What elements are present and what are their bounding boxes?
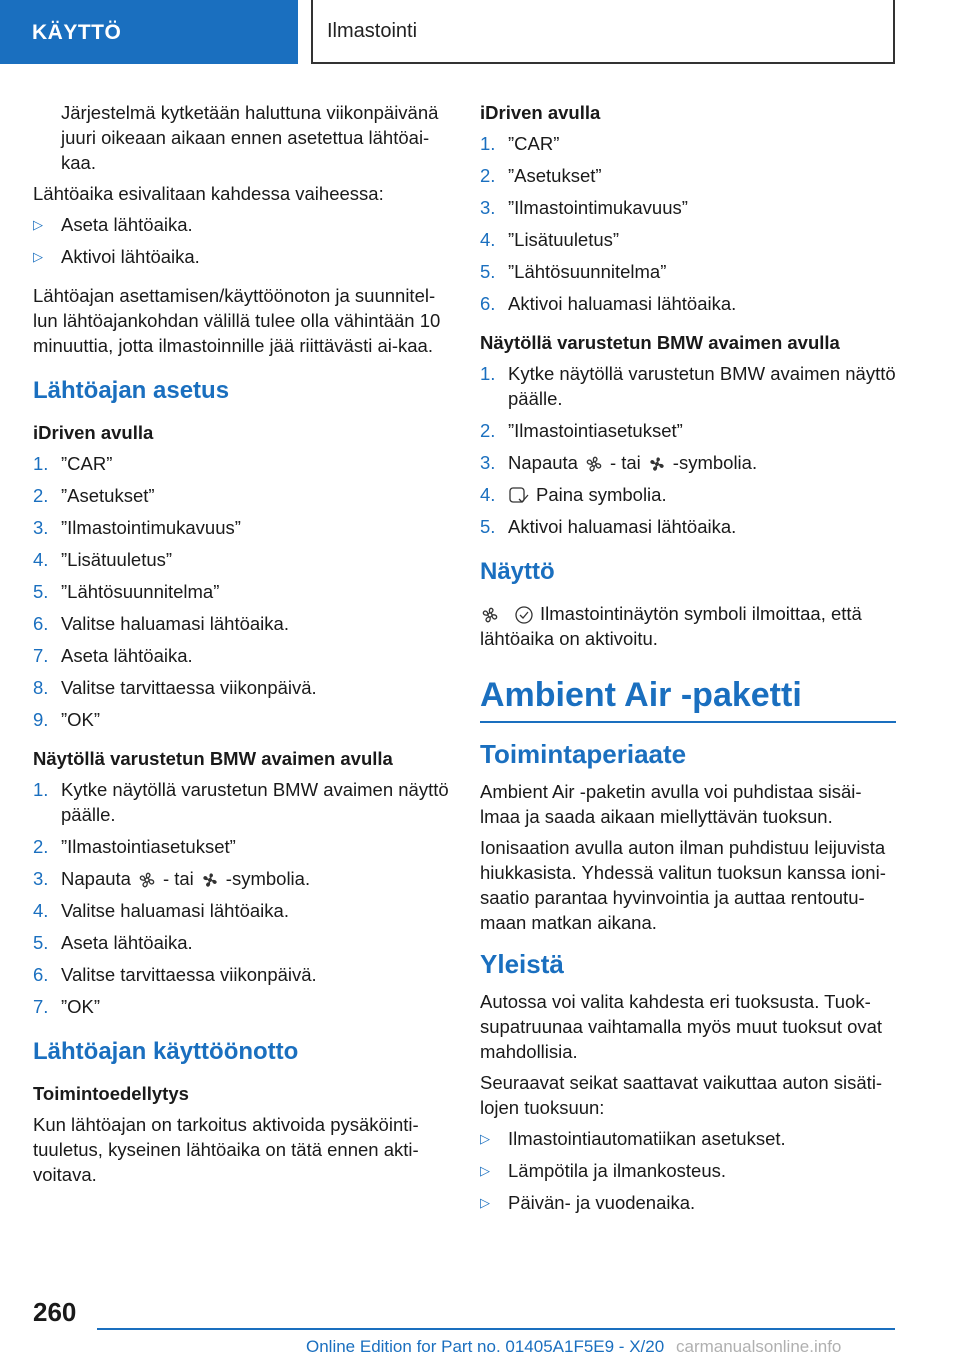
list-item: 1. ”CAR” xyxy=(480,133,560,154)
list-item: ▷ Aktivoi lähtöaika. xyxy=(33,246,200,267)
preselect-steps xyxy=(33,212,451,269)
list-item: ▷ Aseta lähtöaika. xyxy=(33,214,193,235)
triangle-bullet-icon: ▷ xyxy=(480,1195,490,1210)
footer-divider xyxy=(97,1328,895,1330)
header-section-tab xyxy=(0,0,298,64)
list-item: 7. ”OK” xyxy=(33,996,101,1017)
general-heading: Yleistä xyxy=(480,949,564,979)
key-steps-left xyxy=(33,777,451,1019)
header-section: KÄYTTÖ xyxy=(32,20,122,44)
activation-heading: Lähtöajan käyttöönotto xyxy=(33,1038,299,1065)
list-item: 8. Valitse tarvittaessa viikonpäivä. xyxy=(33,677,317,698)
principle-text-2: Ionisaation avulla auton ilman puhdistuu leijuvista hiukkasista. Yhdessä valitun tuoksun kanssa ioni-saatio parantaa hyvinvointia ja auttaa rentoutu-maan matkan aikana. xyxy=(480,837,886,933)
preselect-text: Lähtöaika esivalitaan kahdessa vaiheessa: xyxy=(33,183,384,204)
setting-heading: Lähtöajan asetus xyxy=(33,377,230,404)
principle-heading: Toimintaperiaate xyxy=(480,739,687,769)
list-item: 9. ”OK” xyxy=(33,709,101,730)
list-item: 4. Valitse haluamasi lähtöaika. xyxy=(33,900,289,921)
factor-list xyxy=(480,1126,896,1215)
list-item: 2. ”Ilmastointiasetukset” xyxy=(33,836,236,857)
key-heading: Näytöllä varustetun BMW avaimen avulla xyxy=(33,748,393,769)
list-item: 4. ”Lisätuuletus” xyxy=(480,229,620,250)
list-item: 2. ”Asetukset” xyxy=(33,485,155,506)
interval-text: Lähtöajan asettamisen/käyttöönoton ja suunnitel-lun lähtöajankohdan välillä tulee olla vähintään 10 minuuttia, jotta ilmastoinnille jää riittävästi ai-kaa. xyxy=(33,285,441,356)
ambient-air-heading: Ambient Air -paketti xyxy=(480,673,896,723)
fan-filled-icon xyxy=(647,454,667,474)
display-heading: Näyttö xyxy=(480,558,555,585)
list-item: 3. ”Ilmastointimukavuus” xyxy=(33,517,241,538)
fan-icon xyxy=(137,870,157,890)
key-display-check-icon xyxy=(508,486,530,506)
list-item: 5. ”Lähtösuunnitelma” xyxy=(480,261,667,282)
list-item: ▷ Ilmastointiautomatiikan asetukset. xyxy=(480,1128,786,1149)
list-item: 1. Kytke näytöllä varustetun BMW avaimen näyttö päälle. xyxy=(33,779,449,825)
list-item: 1. Kytke näytöllä varustetun BMW avaimen näyttö päälle. xyxy=(480,363,896,409)
triangle-bullet-icon: ▷ xyxy=(33,249,43,264)
fan-filled-icon xyxy=(200,870,220,890)
clock-check-icon xyxy=(514,605,534,625)
fan-icon xyxy=(480,605,500,625)
general-text-1: Autossa voi valita kahdesta eri tuoksusta. Tuok-supatruunaa vaihtamalla myös muut tuoksut ovat mahdollisia. xyxy=(480,991,883,1062)
list-item: ▷ Lämpötila ja ilmankosteus. xyxy=(480,1160,726,1181)
header-chapter: Ilmastointi xyxy=(327,19,418,42)
key-steps-right xyxy=(480,361,896,539)
list-item: 3. ”Ilmastointimukavuus” xyxy=(480,197,688,218)
principle-text-1: Ambient Air -paketin avulla voi puhdistaa sisäi-lmaa ja saada aikaan miellyttävän tuoksun. xyxy=(480,781,862,827)
list-item: 5. ”Lähtösuunnitelma” xyxy=(33,581,220,602)
list-item: 6. Valitse tarvittaessa viikonpäivä. xyxy=(33,964,317,985)
edition-text: Online Edition for Part no. 01405A1F5E9 - X/20 xyxy=(306,1337,665,1356)
triangle-bullet-icon: ▷ xyxy=(33,217,43,232)
list-item: 2. ”Asetukset” xyxy=(480,165,602,186)
list-item: 1. ”CAR” xyxy=(33,453,113,474)
list-item: ▷ Päivän- ja vuodenaika. xyxy=(480,1192,696,1213)
idrive-heading: iDriven avulla xyxy=(480,102,601,123)
left-column xyxy=(33,100,451,1193)
list-item: 3. Napauta - tai -symbolia. xyxy=(480,452,758,473)
list-item: 6. Valitse haluamasi lähtöaika. xyxy=(33,613,289,634)
triangle-bullet-icon: ▷ xyxy=(480,1131,490,1146)
intro-text: Järjestelmä kytketään haluttuna viikonpäivänä juuri oikeaan aikaan ennen asetettua lähtöai-kaa. xyxy=(61,102,439,173)
list-item: 2. ”Ilmastointiasetukset” xyxy=(480,420,683,441)
fan-icon xyxy=(584,454,604,474)
page-number: 260 xyxy=(33,1297,77,1327)
idrive-heading: iDriven avulla xyxy=(33,422,154,443)
general-text-2: Seuraavat seikat saattavat vaikuttaa auton sisäti-lojen tuoksuun: xyxy=(480,1072,883,1118)
idrive-steps-left xyxy=(33,451,451,732)
key-heading: Näytöllä varustetun BMW avaimen avulla xyxy=(480,332,840,353)
list-item: 4. Paina symbolia. xyxy=(480,484,667,505)
requirement-heading: Toimintoedellytys xyxy=(33,1083,189,1104)
display-text: Ilmastointinäytön symboli ilmoittaa, että lähtöaika on aktivoitu. xyxy=(480,603,862,649)
triangle-bullet-icon: ▷ xyxy=(480,1163,490,1178)
idrive-steps-right xyxy=(480,131,896,316)
list-item: 5. Aseta lähtöaika. xyxy=(33,932,193,953)
list-item: 7. Aseta lähtöaika. xyxy=(33,645,193,666)
requirement-text: Kun lähtöajan on tarkoitus aktivoida pysäköinti-tuuletus, kyseinen lähtöaika on tätä ennen akti-voitava. xyxy=(33,1114,419,1185)
header-chapter-tab xyxy=(311,0,895,64)
list-item: 4. ”Lisätuuletus” xyxy=(33,549,173,570)
right-column xyxy=(480,100,896,1229)
list-item: 6. Aktivoi haluamasi lähtöaika. xyxy=(480,293,737,314)
list-item: 5. Aktivoi haluamasi lähtöaika. xyxy=(480,516,737,537)
watermark-text: carmanualsonline.info xyxy=(676,1337,842,1356)
list-item: 3. Napauta - tai -symbolia. xyxy=(33,868,311,889)
